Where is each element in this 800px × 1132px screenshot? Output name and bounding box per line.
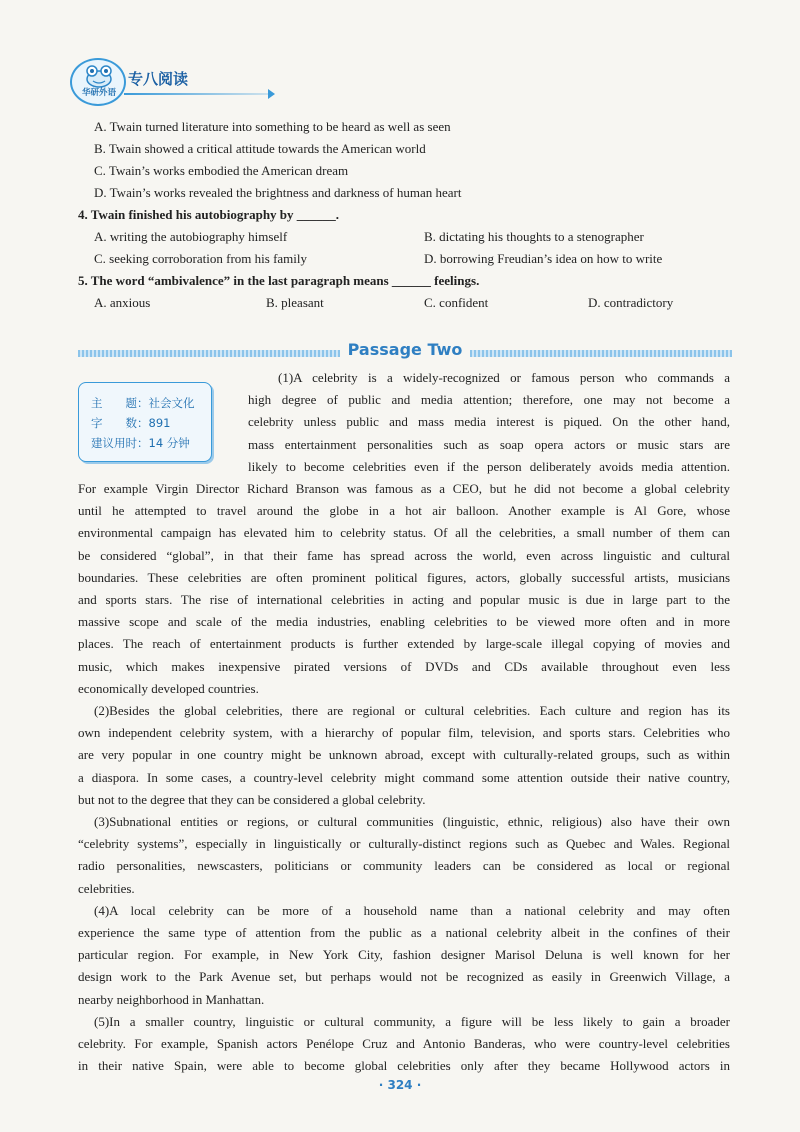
frog-icon [82,64,116,88]
passage-line: (4)A local celebrity can be more of a household name than a national celebrity and may often [94,902,730,918]
passage-line: For example Virgin Director Richard Branson was famous as a CEO, but he did not become a global celebrity [78,481,730,496]
q4-option-c: C. seeking corroboration from his family [94,251,308,266]
q4-stem: 4. Twain finished his autobiography by ______. [78,207,340,222]
q4-option-b: B. dictating his thoughts to a stenographer [424,229,644,244]
passage-banner [78,342,732,364]
passage-line: design work to the Park Avenue set, but perhaps would not be recognized as easily in Greenwich Village, a [78,969,730,985]
passage-line: economically developed countries. [78,680,259,696]
q3-option-b: B. Twain showed a critical attitude towards the American world [94,141,426,156]
q4-option-d: D. borrowing Freudian’s idea on how to write [424,251,663,266]
passage-line: (3)Subnational entities or regions, or cultural communities (linguistic, ethnic, religious) also have their own [94,814,730,829]
q5-stem: 5. The word “ambivalence” in the last paragraph means ______ feelings. [78,273,480,288]
passage-info-box [78,382,212,462]
q5-option-a: A. anxious [94,295,151,310]
passage-title: Passage Two [347,340,463,359]
passage-line: places. The reach of entertainment products is further extended by large-scale illegal copying of movies and [78,636,730,652]
q4-option-a: A. writing the autobiography himself [94,229,288,244]
logo [70,58,126,106]
info-suggested-time: 建议用时：14 分钟 [91,436,190,450]
passage-line: but not to the degree that they can be considered a global celebrity. [78,791,426,807]
passage-line: (5)In a smaller country, linguistic or cultural community, a figure will be less likely to gain a broader [94,1013,730,1029]
page-header [70,58,210,106]
passage-line: own independent celebrity system, with a hierarchy of popular film, television, and sports stars. Celebrities who [78,725,730,741]
arrow-icon [268,89,275,99]
q5-option-b: B. pleasant [266,295,324,310]
passage-line: nearby neighborhood in Manhattan. [78,991,265,1007]
section-title: 专八阅读 [128,70,189,88]
passage-line: celebrities. [78,880,135,896]
passage-line: high degree of public and media attention; therefore, one may not become a [248,392,730,408]
passage-line: a diaspora. In some cases, a country-level celebrity might command some attention outside their native country, [78,769,730,785]
info-topic: 主 题：社会文化 [91,396,195,410]
q5-option-c: C. confident [424,295,489,310]
passage-line: are very popular in one country might be unknown abroad, except with culturally-related groups, such as within [78,747,730,763]
passage-line: environmental campaign has elevated him to celebrity status. Of all the celebrities, a small number of them can [78,525,730,541]
passage-line: particular region. For example, in New York City, fashion designer Marisol Deluna is well known for her [78,947,730,963]
passage-line: music, which makes inexpensive pirated versions of DVDs and CDs available throughout even less [78,658,730,674]
q3-option-a: A. Twain turned literature into something to be heard as well as seen [94,119,451,134]
q3-option-d: D. Twain’s works revealed the brightness and darkness of human heart [94,185,462,200]
q3-option-c: C. Twain’s works embodied the American dream [94,163,349,178]
passage-line: experience the same type of attention from the public as a national celebrity albeit in the confines of their [78,925,730,940]
passage-line: “celebrity systems”, especially in linguistically or culturally-distinct regions such as Quebec and Wales. Regional [78,836,730,852]
banner-bar-right [470,350,732,357]
info-word-count: 字 数：891 [91,416,171,430]
header-divider [124,93,272,95]
passage-line: be considered “global”, in that their fame has spread across the world, even across linguistic and cultural [78,547,730,563]
passage-line: likely to become celebrities even if the person deliberately avoids media attention. [248,458,730,474]
passage-line: in their native Spain, were able to become global celebrities only after they became Hollywood actors in [78,1058,730,1074]
passage-line: until he attempted to travel around the globe in a hot air balloon. Another example is Al Gore, whose [78,503,730,519]
passage-line: celebrity unless public and mass media interest is piqued. On the other hand, [248,414,730,430]
q5-option-d: D. contradictory [588,295,674,310]
passage-line: boundaries. These celebrities are often prominent political figures, actors, globally successful artists, musicians [78,569,730,585]
passage-line: radio personalities, newscasters, politicians or community leaders can be considered as local or regional [78,858,730,874]
passage-line: (2)Besides the global celebrities, there are regional or cultural celebrities. Each culture and region has its [94,703,730,718]
passage-line: (1)A celebrity is a widely-recognized or famous person who commands a [278,370,730,385]
passage-line: and sports stars. The rise of international celebrities in acting and popular music is due in large part to the [78,592,730,607]
page-number: · 324 · [378,1078,422,1092]
passage-line: celebrity. For example, Spanish actors Penélope Cruz and Antonio Banderas, who were country-level celebrities [78,1036,730,1051]
logo-text: 华研外语 [81,88,116,98]
passage-line: mass entertainment personalities such as soap opera actors or music stars are [248,436,730,452]
banner-bar-left [78,350,340,357]
passage-line: massive scope and scale of the media industries, enabling celebrities to be viewed more often and in more [78,614,730,630]
